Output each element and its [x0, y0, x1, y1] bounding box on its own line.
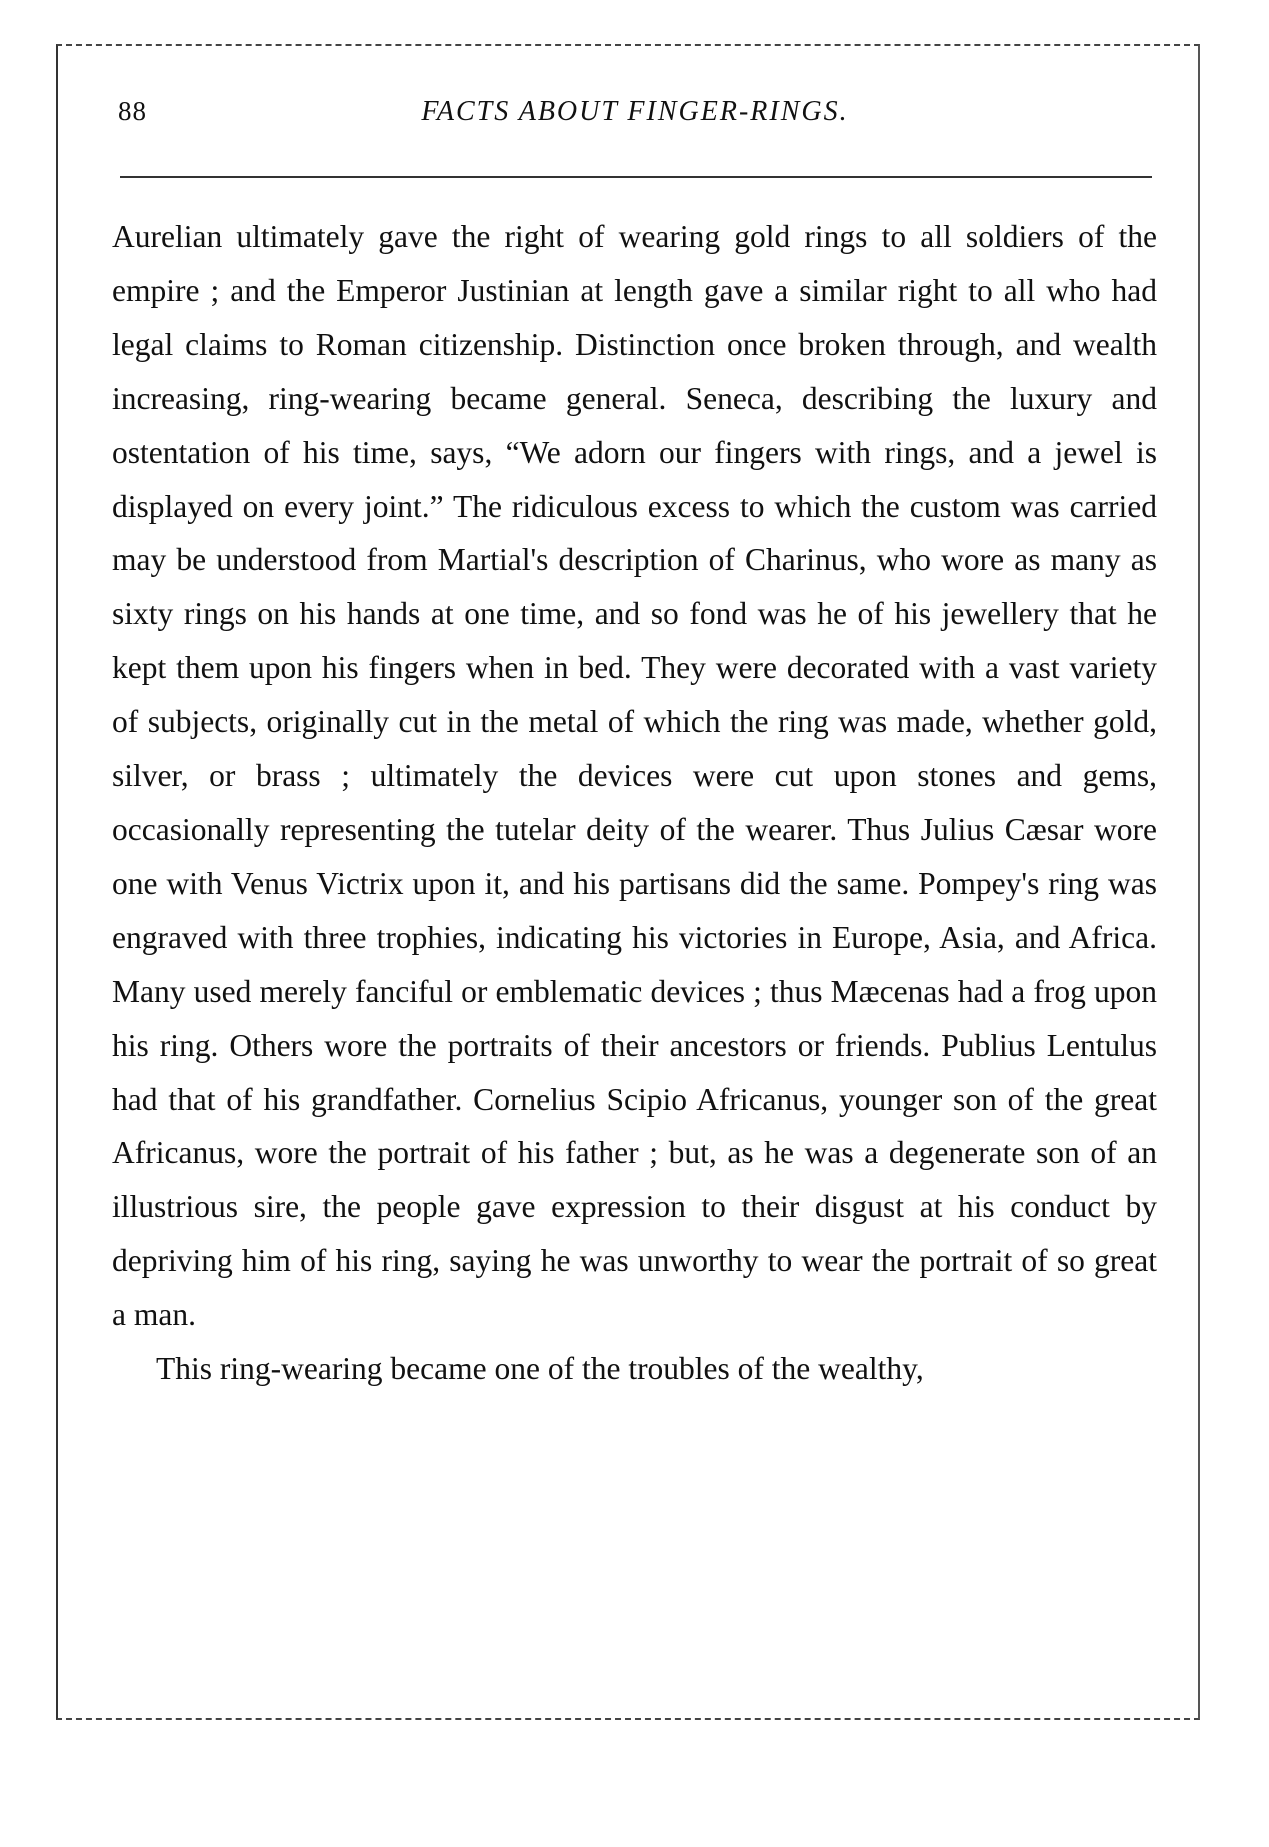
- header-rule: [120, 176, 1152, 178]
- body-text: [112, 210, 1157, 1396]
- paragraph-1: Aurelian ultimately gave the right of wearing gold rings to all soldiers of the empire ; and the Emperor Justinian at length gave a similar right to all who had legal claims to Roman citizenship. Distinction once broken through, and wealth increasing, ring-wearing became general. Seneca, describing the luxury and ostentation of his time, says, “We adorn our fingers with rings, and a jewel is displayed on every joint.” The ridiculous excess to which the custom was carried may be understood from Martial's description of Charinus, who wore as many as sixty rings on his hands at one time, and so fond was he of his jewellery that he kept them upon his fingers when in bed. They were decorated with a vast variety of subjects, originally cut in the metal of which the ring was made, whether gold, silver, or brass ; ultimately the devices were cut upon stones and gems, occasionally representing the tutelar deity of the wearer. Thus Julius Cæsar wore one with Venus Victrix upon it, and his partisans did the same. Pompey's ring was engraved with three trophies, indicating his victories in Europe, Asia, and Africa. Many used merely fanciful or emblematic devices ; thus Mæcenas had a frog upon his ring. Others wore the portraits of their ancestors or friends. Publius Lentulus had that of his grandfather. Cornelius Scipio Africanus, younger son of the great Africanus, wore the portrait of his father ; but, as he was a degenerate son of an illustrious sire, the people gave expression to their disgust at his conduct by depriving him of his ring, saying he was unworthy to wear the portrait of so great a man.: [112, 219, 1157, 1333]
- page-number: 88: [118, 96, 147, 126]
- running-title: FACTS ABOUT FINGER-RINGS.: [421, 96, 849, 127]
- paragraph-2: This ring-wearing became one of the troubles of the wealthy,: [156, 1351, 924, 1387]
- page-header: [118, 96, 1152, 136]
